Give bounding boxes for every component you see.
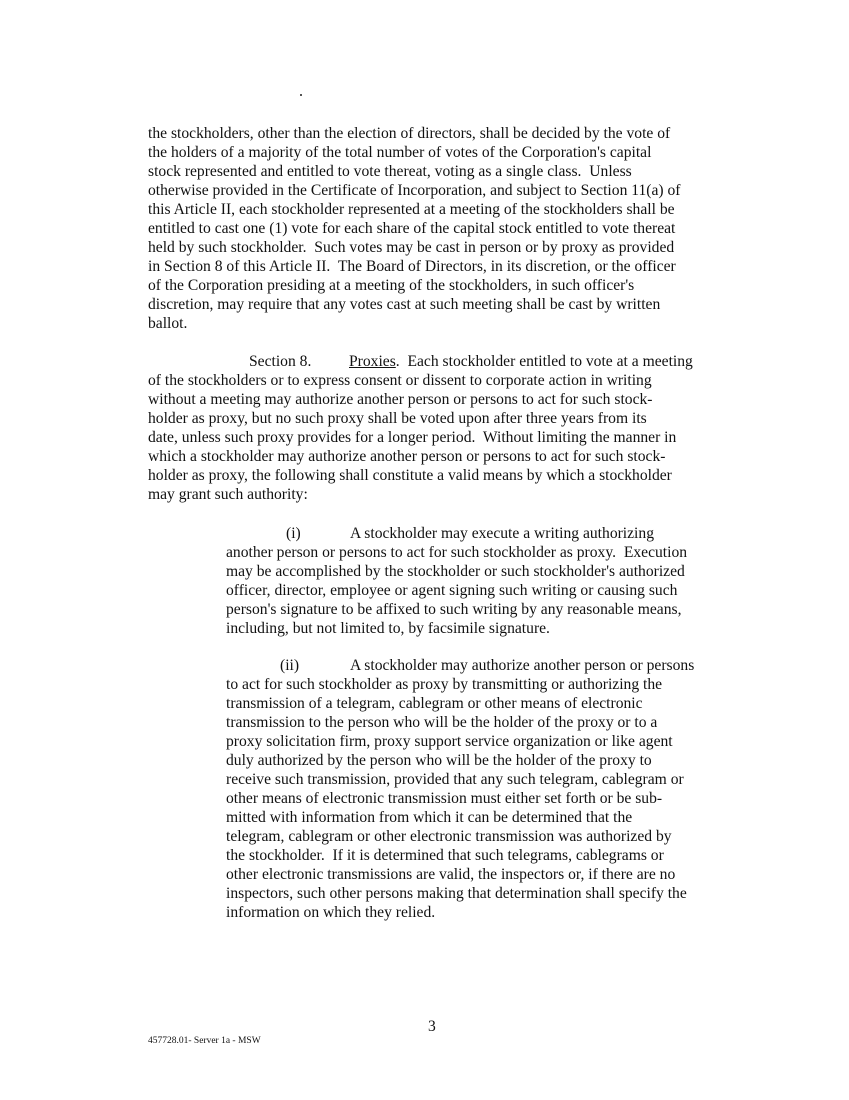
text-line: ballot. (148, 315, 188, 332)
text-line: may be accomplished by the stockholder or such stockholder's authorized (226, 563, 685, 580)
item-first-line: A stockholder may authorize another person or persons (350, 657, 695, 674)
text-line: receive such transmission, provided that any such telegram, cablegram or (226, 771, 684, 788)
text-line: including, but not limited to, by facsimile signature. (226, 620, 550, 637)
text-line: the stockholder. If it is determined that such telegrams, cablegrams or (226, 847, 664, 864)
text-line: in Section 8 of this Article II. The Board of Directors, in its discretion, or the officer (148, 258, 676, 275)
text-line: may grant such authority: (148, 486, 308, 503)
text-line: held by such stockholder. Such votes may be cast in person or by proxy as provided (148, 239, 675, 256)
text-line: proxy solicitation firm, proxy support service organization or like agent (226, 733, 673, 750)
section-first-line (349, 352, 693, 371)
text-line: otherwise provided in the Certificate of Incorporation, and subject to Section 11(a) of (148, 182, 681, 199)
document-footer: 457728.01- Server 1a - MSW (148, 1036, 261, 1046)
text-line: this Article II, each stockholder represented at a meeting of the stockholders shall be (148, 201, 675, 218)
text-line: of the stockholders or to express consent or dissent to corporate action in writing (148, 372, 652, 389)
text-line: entitled to cast one (1) vote for each share of the capital stock entitled to vote thereat (148, 220, 676, 237)
text-line: information on which they relied. (226, 904, 436, 921)
text-line: another person or persons to act for such stockholder as proxy. Execution (226, 544, 688, 561)
text-line: of the Corporation presiding at a meeting of the stockholders, in such officer's (148, 277, 635, 294)
text-line: duly authorized by the person who will be the holder of the proxy to (226, 752, 652, 769)
text-line: the holders of a majority of the total number of votes of the Corporation's capital (148, 144, 652, 161)
text-line: the stockholders, other than the election of directors, shall be decided by the vote of (148, 125, 671, 142)
scan-speck (300, 94, 302, 96)
text-line: holder as proxy, the following shall constitute a valid means by which a stockholder (148, 467, 672, 484)
text-line: holder as proxy, but no such proxy shall be voted upon after three years from its (148, 410, 647, 427)
text-line: date, unless such proxy provides for a longer period. Without limiting the manner in (148, 429, 677, 446)
text-line: person's signature to be affixed to such writing by any reasonable means, (226, 601, 682, 618)
section-title: Proxies (349, 353, 396, 370)
page-number: 3 (428, 1018, 436, 1035)
section-first-line-rest: . Each stockholder entitled to vote at a meeting (395, 353, 693, 370)
text-line: which a stockholder may authorize another person or persons to act for such stock- (148, 448, 666, 465)
text-line: other means of electronic transmission must either set forth or be sub- (226, 790, 663, 807)
text-line: to act for such stockholder as proxy by transmitting or authorizing the (226, 676, 663, 693)
text-line: inspectors, such other persons making that determination shall specify the (226, 885, 687, 902)
text-line: stock represented and entitled to vote thereat, voting as a single class. Unless (148, 163, 632, 180)
item-number: (i) (286, 525, 301, 542)
text-line: telegram, cablegram or other electronic transmission was authorized by (226, 828, 672, 845)
text-line: officer, director, employee or agent signing such writing or causing such (226, 582, 678, 599)
section-label: Section 8. (249, 353, 312, 370)
text-line: transmission of a telegram, cablegram or other means of electronic (226, 695, 643, 712)
text-line: discretion, may require that any votes cast at such meeting shall be cast by written (148, 296, 661, 313)
item-number: (ii) (280, 657, 300, 674)
text-line: mitted with information from which it can be determined that the (226, 809, 633, 826)
item-first-line: A stockholder may execute a writing authorizing (350, 525, 654, 542)
text-line: transmission to the person who will be the holder of the proxy or to a (226, 714, 658, 731)
text-line: without a meeting may authorize another person or persons to act for such stock- (148, 391, 653, 408)
text-line: other electronic transmissions are valid, the inspectors or, if there are no (226, 866, 676, 883)
